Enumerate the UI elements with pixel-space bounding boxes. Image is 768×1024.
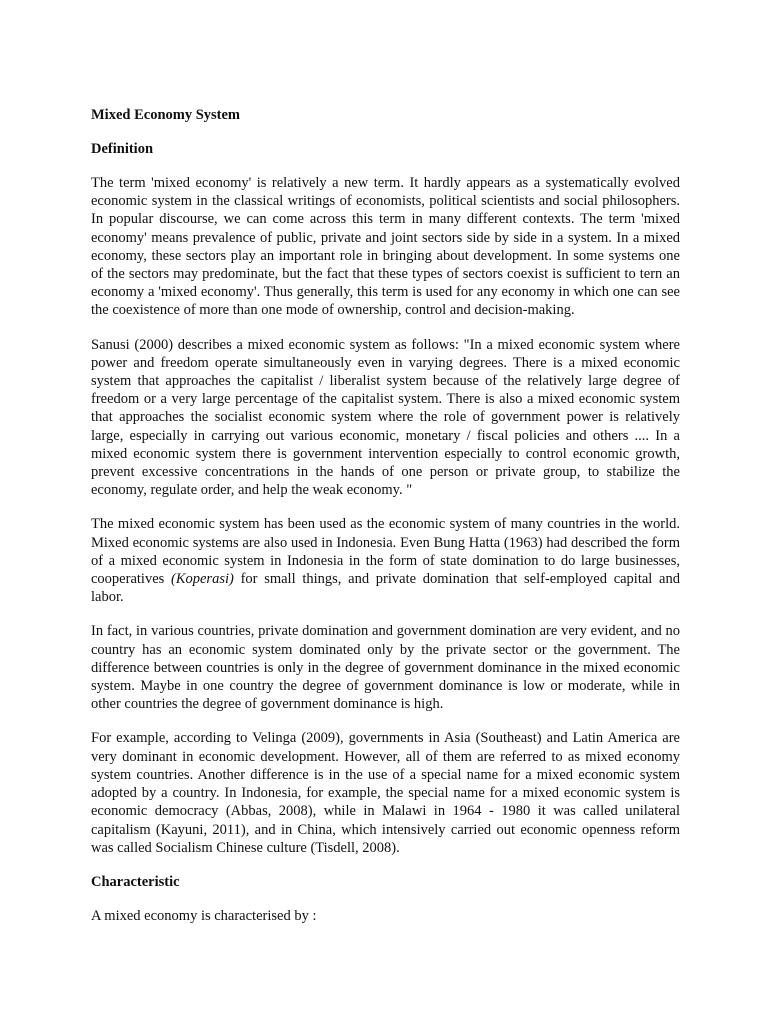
koperasi-italic-term: (Koperasi) xyxy=(171,571,234,588)
paragraph-indonesia-text-2: for small things, and private domination that self-employed capital and labor. xyxy=(91,571,680,606)
paragraph-indonesia-text-1: The mixed economic system has been used as the economic system of many countries in the world. Mixed economic systems are also used in Indonesia. Even Bung Hatta (1963) had described the form of a mixed economic system in Indonesia in the form of state domination to do large businesses, cooperatives xyxy=(91,516,680,588)
characteristic-heading: Characteristic xyxy=(91,873,180,890)
paragraph-characterised-by: A mixed economy is characterised by : xyxy=(91,907,317,924)
paragraph-definition: The term 'mixed economy' is relatively a new term. It hardly appears as a systematically evolved economic system in the classical writings of economists, political scientists and social philosophers. In popular discourse, we can come across this term in many different contexts. The term 'mixed economy' means prevalence of public, private and joint sectors side by side in a system. In a mixed economy, these sectors play an important role in bringing about development. In some systems one of the sectors may predominate, but the fact that these types of sectors coexist is sufficient to tern an economy a 'mixed economy'. Thus generally, this term is used for any economy in which one can see the coexistence of more than one mode of ownership, control and decision-making. xyxy=(91,175,680,319)
paragraph-indonesia xyxy=(91,515,680,606)
document-title: Mixed Economy System xyxy=(91,107,241,123)
paragraph-sanusi-quote: Sanusi (2000) describes a mixed economic system as follows: "In a mixed economic system where power and freedom operate simultaneously even in varying degrees. There is a mixed economic system that approaches the capitalist / liberalist system because of the relatively large degree of freedom or a very large percentage of the capitalist system. There is also a mixed economic system that approaches the socialist economic system where the role of government power is relatively large, especially in carrying out various economic, monetary / fiscal policies and others .... In a mixed economic system there is government intervention especially to control economic growth, prevent excessive concentrations in the hands of one person or private group, to stabilize the economy, regulate order, and help the weak economy. " xyxy=(91,336,680,499)
paragraph-examples: For example, according to Velinga (2009), governments in Asia (Southeast) and Latin America are very dominant in economic development. However, all of them are referred to as mixed economy system countries. Another difference is in the use of a special name for a mixed economic system adopted by a country. In Indonesia, for example, the special name for a mixed economic system is economic democracy (Abbas, 2008), while in Malawi in 1964 - 1980 it was called unilateral capitalism (Kayuni, 2011), and in China, which intensively carried out economic openness reform was called Socialism Chinese culture (Tisdell, 2008). xyxy=(91,730,680,856)
paragraph-government-domination: In fact, in various countries, private domination and government domination are very evident, and no country has an economic system dominated only by the private sector or the government. The difference between countries is only in the degree of government dominance in the mixed economic system. Maybe in one country the degree of government dominance is low or moderate, while in other countries the degree of government dominance is high. xyxy=(91,623,680,713)
definition-heading: Definition xyxy=(91,141,154,157)
